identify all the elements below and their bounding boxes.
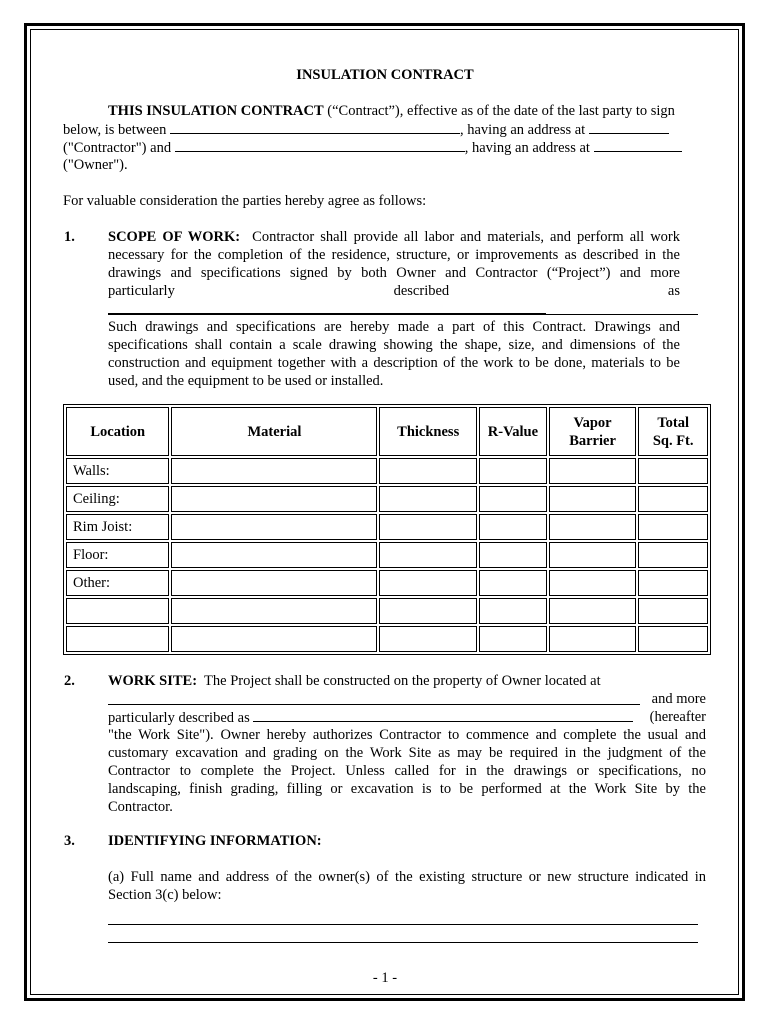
section-2-line-6: Contractor to complete the Project. Unless called for in the drawings or specifications, no: [108, 763, 706, 779]
section-1-p2-line-1: Such drawings and specifications are hereby made a part of this Contract. Drawings and: [108, 319, 680, 335]
section-1-p2-line-3: construction and equipment together with a description of the work to be done, materials to be: [108, 355, 680, 371]
section-1-number: 1.: [64, 229, 75, 245]
owner-address-blank[interactable]: [594, 138, 682, 152]
table-cell[interactable]: [479, 542, 547, 568]
table-cell[interactable]: [479, 486, 547, 512]
table-cell[interactable]: [171, 570, 377, 596]
section-3-a-line-2: Section 3(c) below:: [108, 887, 222, 903]
table-cell[interactable]: [638, 486, 708, 512]
section-1-heading: SCOPE OF WORK:: [108, 229, 241, 245]
section-2-line-5: customary excavation and grading on the Work Site as may be required in the judgment of the: [108, 745, 706, 761]
section-3-a: [108, 868, 706, 904]
section-2-line-7: landscaping, finish grading, filling or excavation is to be performed at the Work Site by the: [108, 781, 706, 797]
table-cell[interactable]: [638, 514, 708, 540]
table-cell[interactable]: [549, 486, 637, 512]
table-cell[interactable]: [479, 570, 547, 596]
table-cell[interactable]: [379, 570, 477, 596]
row-label-rim-joist: Rim Joist:: [66, 514, 169, 540]
table-cell[interactable]: [379, 514, 477, 540]
table-header-row: [66, 407, 708, 456]
intro-contractor-label: ("Contractor") and: [63, 140, 172, 156]
section-2-line-8: Contractor.: [108, 799, 173, 815]
section-2-line-4: "the Work Site"). Owner hereby authorizes Contractor to commence and complete the usual and: [108, 727, 706, 743]
table-cell[interactable]: [549, 542, 637, 568]
table-cell[interactable]: [638, 626, 708, 652]
intro-between-label: below, is between: [63, 122, 167, 138]
section-2-heading: WORK SITE:: [108, 673, 198, 689]
header-location: Location: [66, 407, 169, 456]
header-thickness: Thickness: [379, 407, 477, 456]
section-2-body: [108, 726, 706, 816]
table-cell[interactable]: [479, 626, 547, 652]
table-row: [66, 626, 708, 652]
section-2-number: 2.: [64, 673, 75, 689]
table-row: [66, 570, 708, 596]
table-cell[interactable]: [479, 514, 547, 540]
section-1-line-1: SCOPE OF WORK: Contractor shall provide all labor and materials, and perform all work: [108, 229, 681, 245]
header-material: Material: [171, 407, 377, 456]
page-number: - 1 -: [372, 970, 398, 986]
table-cell[interactable]: [638, 570, 708, 596]
table-cell[interactable]: [549, 570, 637, 596]
header-vapor-barrier: Vapor Barrier: [549, 407, 637, 456]
table-cell[interactable]: [549, 514, 637, 540]
section-1-line-4: particularly described as: [108, 282, 680, 319]
table-row: [66, 514, 708, 540]
table-cell[interactable]: [171, 626, 377, 652]
section-1-p2-line-4: used, and the equipment to be used or installed.: [108, 373, 384, 389]
section-1-body: [108, 228, 680, 319]
consideration-text: For valuable consideration the parties hereby agree as follows:: [63, 193, 427, 209]
contractor-name-blank[interactable]: [170, 120, 460, 134]
owner-name-blank[interactable]: [175, 138, 465, 152]
section-1-line-2: necessary for the completion of the residence, structure, or improvements as described in the: [108, 247, 680, 263]
intro-line-2: [63, 120, 669, 139]
table-cell[interactable]: [479, 458, 547, 484]
table-cell[interactable]: [479, 598, 547, 624]
project-description-blank[interactable]: [108, 300, 546, 314]
intro-address-label-1: , having an address at: [459, 122, 586, 138]
header-r-value: R-Value: [479, 407, 547, 456]
table-cell[interactable]: [66, 626, 169, 652]
table-cell[interactable]: [171, 486, 377, 512]
owner-info-blank-1[interactable]: [108, 924, 698, 925]
section-1-p2-line-2: specifications shall contain a scale drawing showing the shape, size, and dimensions of the: [108, 337, 680, 353]
intro-line-1: [108, 102, 675, 120]
table-row: [66, 458, 708, 484]
table-cell[interactable]: [379, 626, 477, 652]
table-cell[interactable]: [379, 486, 477, 512]
header-total-sq-ft: Total Sq. Ft.: [638, 407, 708, 456]
table-cell[interactable]: [171, 458, 377, 484]
intro-line-3: [63, 138, 682, 157]
section-3-number: 3.: [64, 833, 75, 849]
table-cell[interactable]: [549, 626, 637, 652]
intro-owner-label: ("Owner").: [63, 157, 128, 173]
row-label-floor: Floor:: [66, 542, 169, 568]
intro-bold-lead: THIS INSULATION CONTRACT: [108, 103, 324, 119]
table-cell[interactable]: [171, 542, 377, 568]
table-cell[interactable]: [379, 542, 477, 568]
section-3-a-line-1: (a) Full name and address of the owner(s) of the existing structure or new structure indicated in: [108, 869, 706, 885]
document-title: INSULATION CONTRACT: [296, 67, 474, 83]
section-2-and-more: and more: [651, 691, 706, 707]
work-site-description-blank[interactable]: [253, 708, 633, 722]
section-2-line-1: WORK SITE: The Project shall be constructed on the property of Owner located at: [108, 673, 601, 689]
insulation-table: [63, 404, 711, 655]
table-row: [66, 486, 708, 512]
table-cell[interactable]: [638, 542, 708, 568]
table-cell[interactable]: [638, 458, 708, 484]
table-cell[interactable]: [549, 598, 637, 624]
table-cell[interactable]: [66, 598, 169, 624]
work-site-address-blank[interactable]: [108, 704, 640, 705]
section-1-line-3: drawings and specifications signed by both Owner and Contractor (“Project”) and more: [108, 265, 680, 281]
table-cell[interactable]: [638, 598, 708, 624]
table-row: [66, 598, 708, 624]
table-cell[interactable]: [549, 458, 637, 484]
row-label-other: Other:: [66, 570, 169, 596]
table-row: [66, 542, 708, 568]
section-2-line-3: particularly described as: [108, 708, 633, 727]
table-cell[interactable]: [171, 514, 377, 540]
table-cell[interactable]: [379, 458, 477, 484]
intro-line-1-rest: (“Contract”), effective as of the date of the last party to sign: [323, 103, 675, 119]
table-cell[interactable]: [379, 598, 477, 624]
row-label-walls: Walls:: [66, 458, 169, 484]
intro-address-label-2: , having an address at: [464, 140, 590, 156]
project-description-blank-2[interactable]: [108, 314, 698, 315]
contractor-address-blank[interactable]: [589, 120, 669, 134]
row-label-ceiling: Ceiling:: [66, 486, 169, 512]
table-cell[interactable]: [171, 598, 377, 624]
owner-info-blank-2[interactable]: [108, 942, 698, 943]
section-1-paragraph-2: [108, 318, 680, 390]
section-2-hereafter: (hereafter: [649, 709, 706, 725]
section-3-heading: IDENTIFYING INFORMATION:: [108, 833, 322, 849]
